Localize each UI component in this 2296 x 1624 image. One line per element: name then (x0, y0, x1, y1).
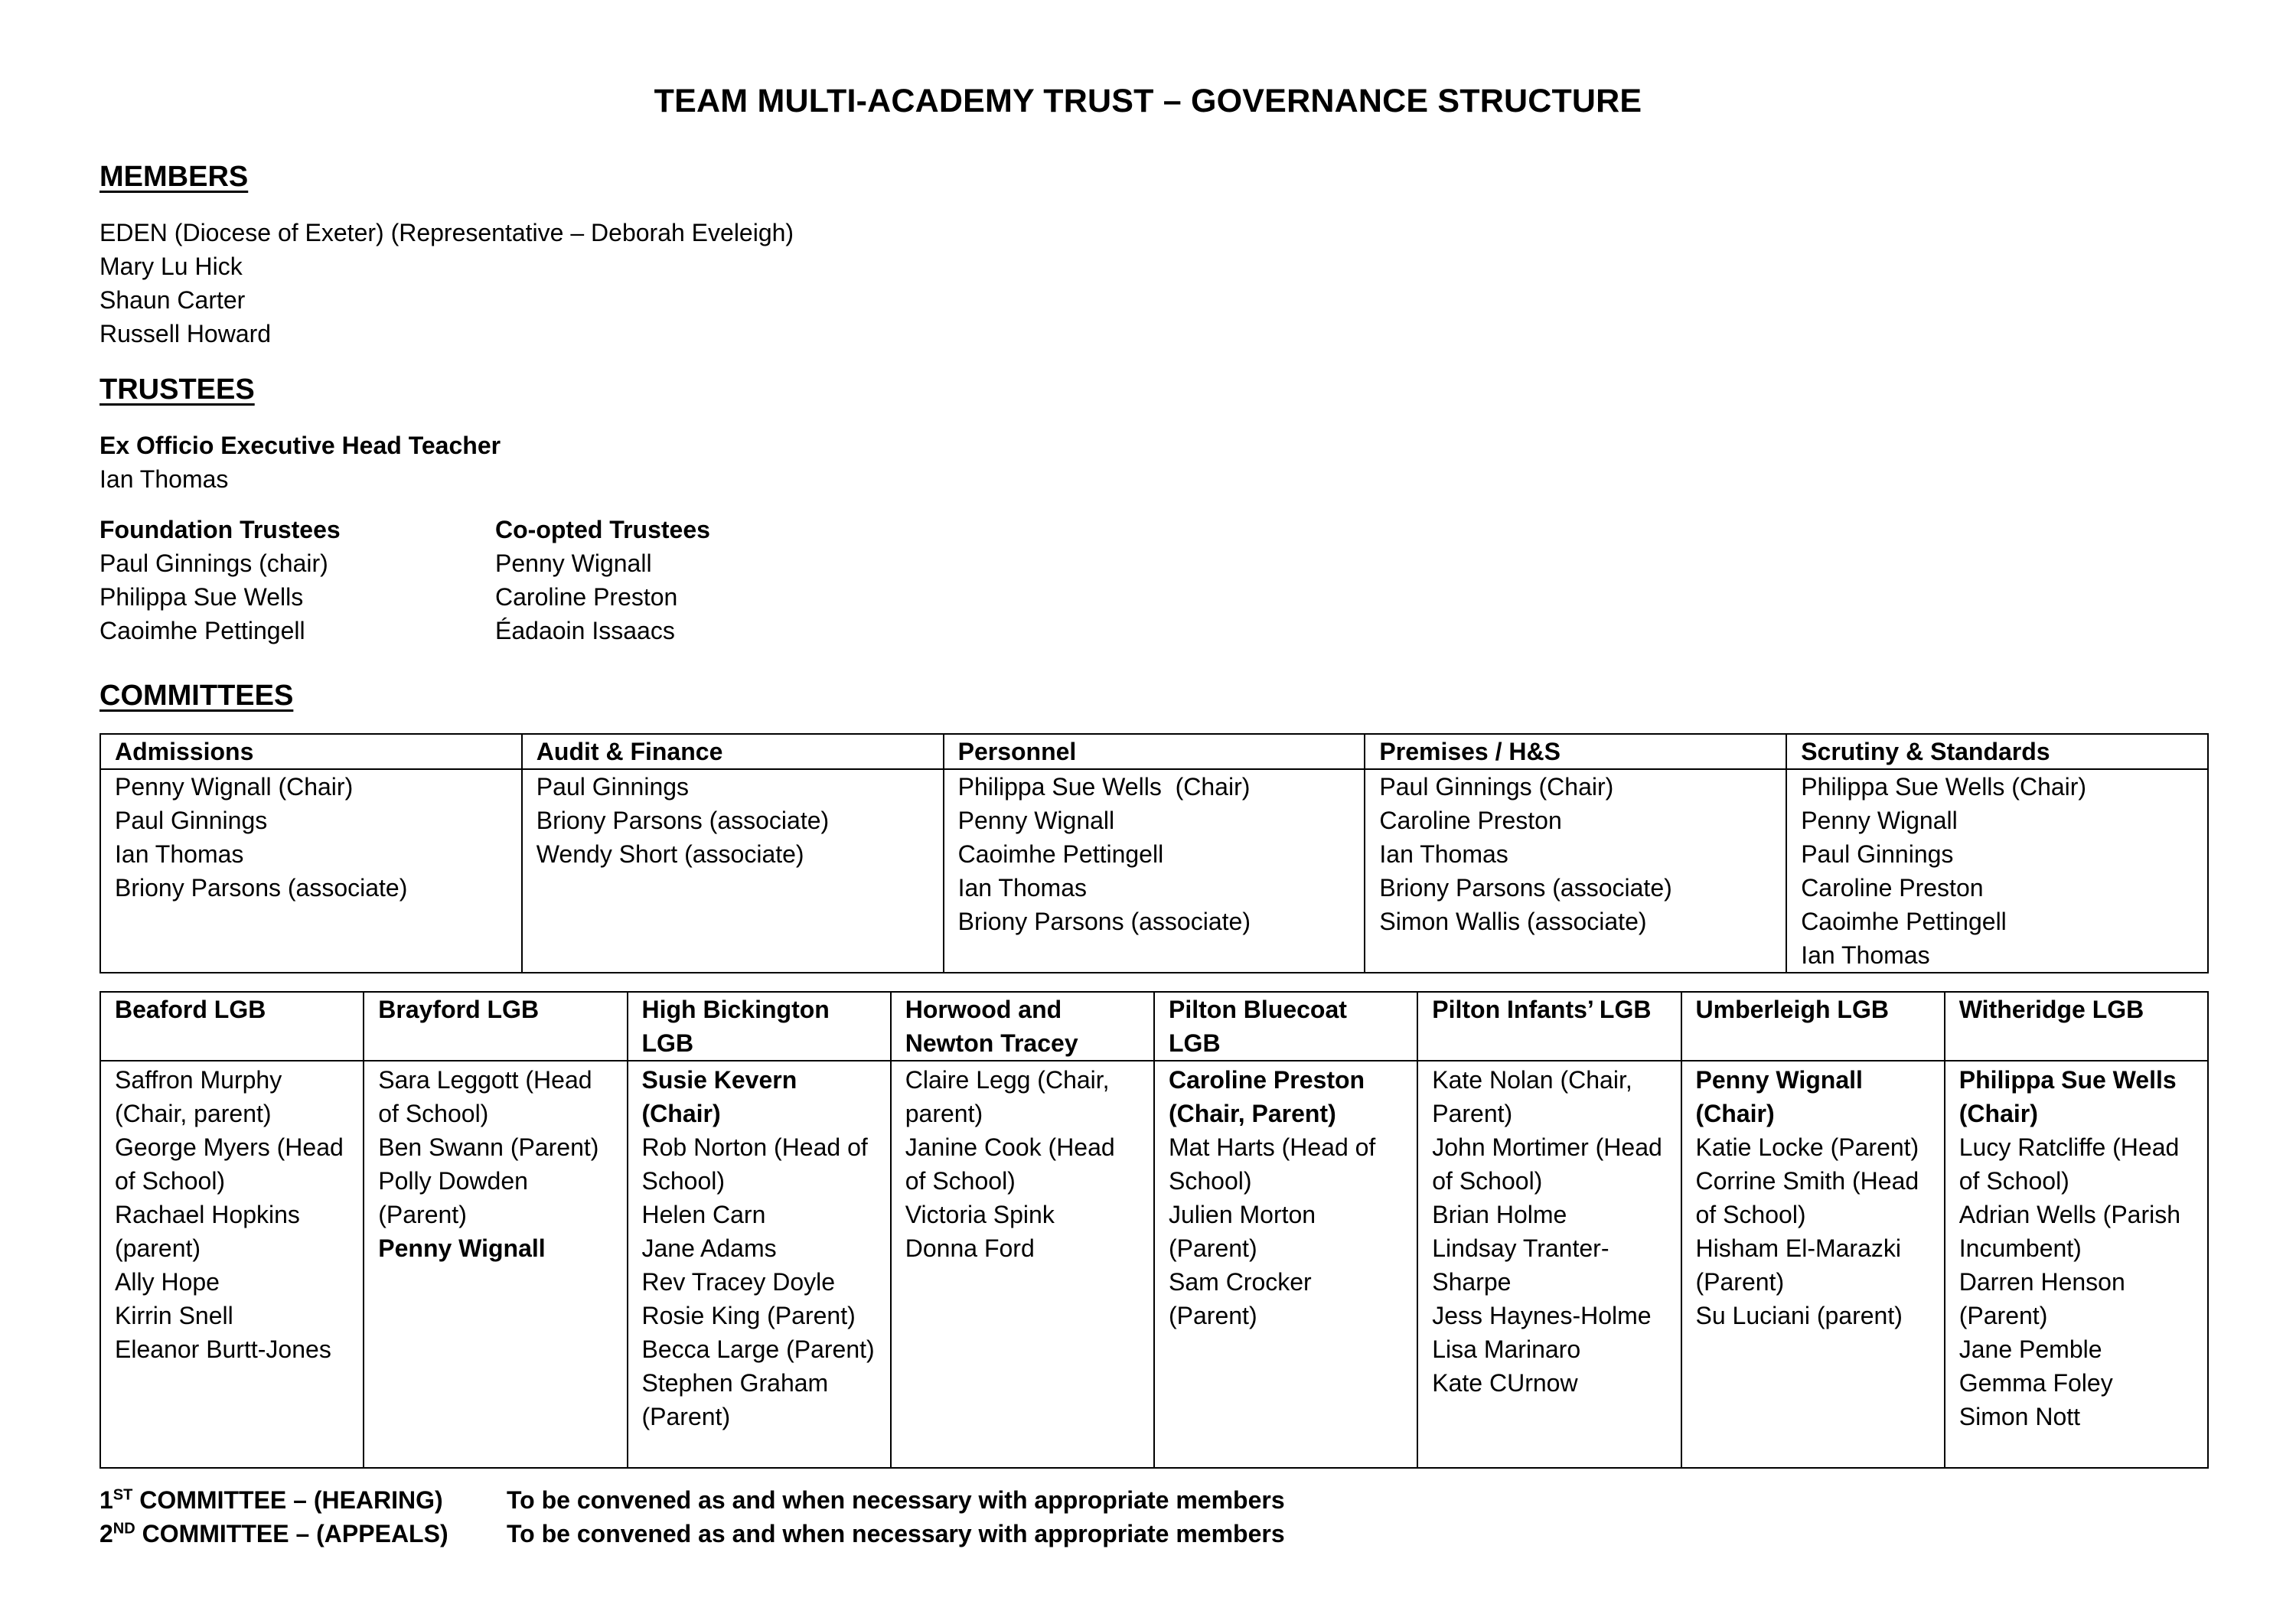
ex-officio-name: Ian Thomas (99, 465, 229, 493)
foundation-trustees (99, 513, 341, 647)
committee-member: Simon Wallis (associate) (1379, 908, 1647, 935)
lgb-header: Brayford LGB (364, 992, 627, 1061)
committee-cell (944, 769, 1365, 973)
committee-cell (522, 769, 944, 973)
lgb-member: Becca Large (Parent) (641, 1335, 875, 1363)
lgb-member: Sara Leggott (Head of School) (378, 1066, 592, 1127)
lgb-member: Stephen Graham (Parent) (641, 1369, 829, 1430)
lgb-header: Pilton Infants’ LGB (1417, 992, 1681, 1061)
lgb-member: Su Luciani (parent) (1695, 1302, 1903, 1329)
committees-heading: COMMITTEES (99, 680, 294, 712)
committee-member: Ian Thomas (115, 840, 244, 868)
committee-member: Briony Parsons (associate) (536, 807, 830, 834)
appeals-committee-desc: To be convened as and when necessary with appropriate members (507, 1520, 1285, 1547)
lgb-member: Polly Dowden (Parent) (378, 1167, 528, 1228)
lgb-cell (1154, 1061, 1417, 1468)
committee-member: Ian Thomas (957, 874, 1087, 902)
committee-member: Philippa Sue Wells (Chair) (1801, 773, 2087, 801)
committee-member: Penny Wignall (1801, 807, 1958, 834)
member-line: EDEN (Diocese of Exeter) (Representative – Deborah Eveleigh) (99, 219, 794, 246)
lgb-member: Saffron Murphy (Chair, parent) (115, 1066, 282, 1127)
committee-member: Briony Parsons (associate) (115, 874, 408, 902)
committee-cell (100, 769, 522, 973)
committee-header: Personnel (944, 734, 1365, 769)
trustee-line: Paul Ginnings (chair) (99, 549, 328, 577)
lgb-member: George Myers (Head of School) (115, 1133, 344, 1195)
lgb-member: Eleanor Burtt-Jones (115, 1335, 331, 1363)
committee-member: Penny Wignall (957, 807, 1115, 834)
committee-member: Paul Ginnings (115, 807, 268, 834)
lgb-member: Jess Haynes-Holme (1432, 1302, 1652, 1329)
lgb-cell (100, 1061, 364, 1468)
committee-header: Audit & Finance (522, 734, 944, 769)
lgb-member: Ally Hope (115, 1268, 220, 1296)
lgb-member: Rosie King (Parent) (641, 1302, 856, 1329)
trustees-heading: TRUSTEES (99, 373, 255, 406)
lgb-member: Susie Kevern (Chair) (641, 1066, 797, 1127)
trustee-line: Caoimhe Pettingell (99, 617, 305, 644)
lgb-member: Kate Nolan (Chair, Parent) (1432, 1066, 1632, 1127)
lgb-cell (1681, 1061, 1945, 1468)
committee-member: Paul Ginnings (Chair) (1379, 773, 1614, 801)
committee-member: Caoimhe Pettingell (957, 840, 1164, 868)
lgb-header: High Bickington LGB (628, 992, 891, 1061)
lgb-member: Claire Legg (Chair, parent) (905, 1066, 1110, 1127)
appeals-committee-label: 2ND COMMITTEE – (APPEALS) (99, 1520, 448, 1547)
lgb-member: Sam Crocker (Parent) (1169, 1268, 1312, 1329)
lgb-header: Pilton Bluecoat LGB (1154, 992, 1417, 1061)
committee-member: Caoimhe Pettingell (1801, 908, 2007, 935)
members-list (99, 216, 794, 351)
lgb-header: Umberleigh LGB (1681, 992, 1945, 1061)
foundation-heading: Foundation Trustees (99, 516, 341, 543)
lgb-member: Helen Carn (641, 1201, 766, 1228)
coopted-trustees (495, 513, 710, 647)
trustee-line: Caroline Preston (495, 583, 678, 611)
lgb-cell (1417, 1061, 1681, 1468)
committee-member: Paul Ginnings (536, 773, 690, 801)
committee-member: Philippa Sue Wells (Chair) (957, 773, 1251, 801)
lgb-member: Jane Adams (641, 1234, 777, 1262)
committees-table (99, 733, 2209, 973)
trustee-line: Éadaoin Issaacs (495, 617, 675, 644)
lgb-member: Hisham El-Marazki (Parent) (1695, 1234, 1901, 1296)
committee-member: Ian Thomas (1379, 840, 1508, 868)
footer-notes (99, 1483, 1477, 1551)
lgb-member: Rob Norton (Head of School) (641, 1133, 868, 1195)
coopted-heading: Co-opted Trustees (495, 516, 710, 543)
lgb-member: Penny Wignall (Chair) (1695, 1066, 1863, 1127)
lgb-member: Mat Harts (Head of School) (1169, 1133, 1376, 1195)
lgb-member: Caroline Preston (Chair, Parent) (1169, 1066, 1365, 1127)
lgb-member: Darren Henson (Parent) (1958, 1268, 2125, 1329)
trustee-line: Philippa Sue Wells (99, 583, 304, 611)
members-heading: MEMBERS (99, 161, 249, 193)
committee-member: Penny Wignall (Chair) (115, 773, 354, 801)
footer-row-hearing (99, 1483, 1477, 1517)
committee-header: Scrutiny & Standards (1786, 734, 2208, 769)
lgb-member: Lucy Ratcliffe (Head of School) (1958, 1133, 2180, 1195)
lgb-member: Janine Cook (Head of School) (905, 1133, 1115, 1195)
committee-member: Paul Ginnings (1801, 840, 1954, 868)
lgb-header: Beaford LGB (100, 992, 364, 1061)
lgb-member: Simon Nott (1958, 1403, 2081, 1430)
lgb-table (99, 991, 2209, 1469)
lgb-cell (628, 1061, 891, 1468)
lgb-member: Julien Morton (Parent) (1169, 1201, 1316, 1262)
lgb-member: Katie Locke (Parent) (1695, 1133, 1919, 1161)
committee-cell (1365, 769, 1786, 973)
committee-member: Wendy Short (associate) (536, 840, 804, 868)
lgb-header: Horwood and Newton Tracey (891, 992, 1154, 1061)
lgb-member: Rachael Hopkins (parent) (115, 1201, 300, 1262)
lgb-member: John Mortimer (Head of School) (1432, 1133, 1662, 1195)
lgb-member: Kate CUrnow (1432, 1369, 1578, 1397)
member-line: Russell Howard (99, 320, 272, 347)
ex-officio-heading: Ex Officio Executive Head Teacher (99, 432, 501, 459)
lgb-member: Donna Ford (905, 1234, 1035, 1262)
lgb-cell (1945, 1061, 2208, 1468)
lgb-member: Jane Pemble (1958, 1335, 2102, 1363)
lgb-member: Gemma Foley (1958, 1369, 2113, 1397)
committee-member: Ian Thomas (1801, 941, 1930, 969)
lgb-member: Lisa Marinaro (1432, 1335, 1581, 1363)
member-line: Shaun Carter (99, 286, 246, 314)
footer-row-appeals (99, 1517, 1477, 1551)
lgb-member: Lindsay Tranter-Sharpe (1432, 1234, 1609, 1296)
committee-member: Caroline Preston (1379, 807, 1562, 834)
lgb-member: Kirrin Snell (115, 1302, 233, 1329)
lgb-member: Ben Swann (Parent) (378, 1133, 599, 1161)
lgb-member: Rev Tracey Doyle (641, 1268, 836, 1296)
lgb-member: Victoria Spink (905, 1201, 1055, 1228)
lgb-cell (364, 1061, 627, 1468)
lgb-member: Adrian Wells (Parish Incumbent) (1958, 1201, 2181, 1262)
committee-header: Premises / H&S (1365, 734, 1786, 769)
lgb-member: Philippa Sue Wells (Chair) (1958, 1066, 2177, 1127)
trustee-line: Penny Wignall (495, 549, 652, 577)
committee-cell (1786, 769, 2208, 973)
committee-member: Briony Parsons (associate) (1379, 874, 1672, 902)
hearing-committee-desc: To be convened as and when necessary with appropriate members (507, 1486, 1285, 1514)
page-title: TEAM MULTI-ACADEMY TRUST – GOVERNANCE STRUCTURE (654, 83, 1642, 119)
committee-member: Caroline Preston (1801, 874, 1984, 902)
hearing-committee-label: 1ST COMMITTEE – (HEARING) (99, 1486, 443, 1514)
ex-officio-block (99, 429, 501, 496)
committee-header: Admissions (100, 734, 522, 769)
member-line: Mary Lu Hick (99, 253, 243, 280)
committee-member: Briony Parsons (associate) (957, 908, 1251, 935)
lgb-header: Witheridge LGB (1945, 992, 2208, 1061)
lgb-cell (891, 1061, 1154, 1468)
lgb-member: Corrine Smith (Head of School) (1695, 1167, 1919, 1228)
lgb-member: Penny Wignall (378, 1234, 546, 1262)
lgb-member: Brian Holme (1432, 1201, 1567, 1228)
